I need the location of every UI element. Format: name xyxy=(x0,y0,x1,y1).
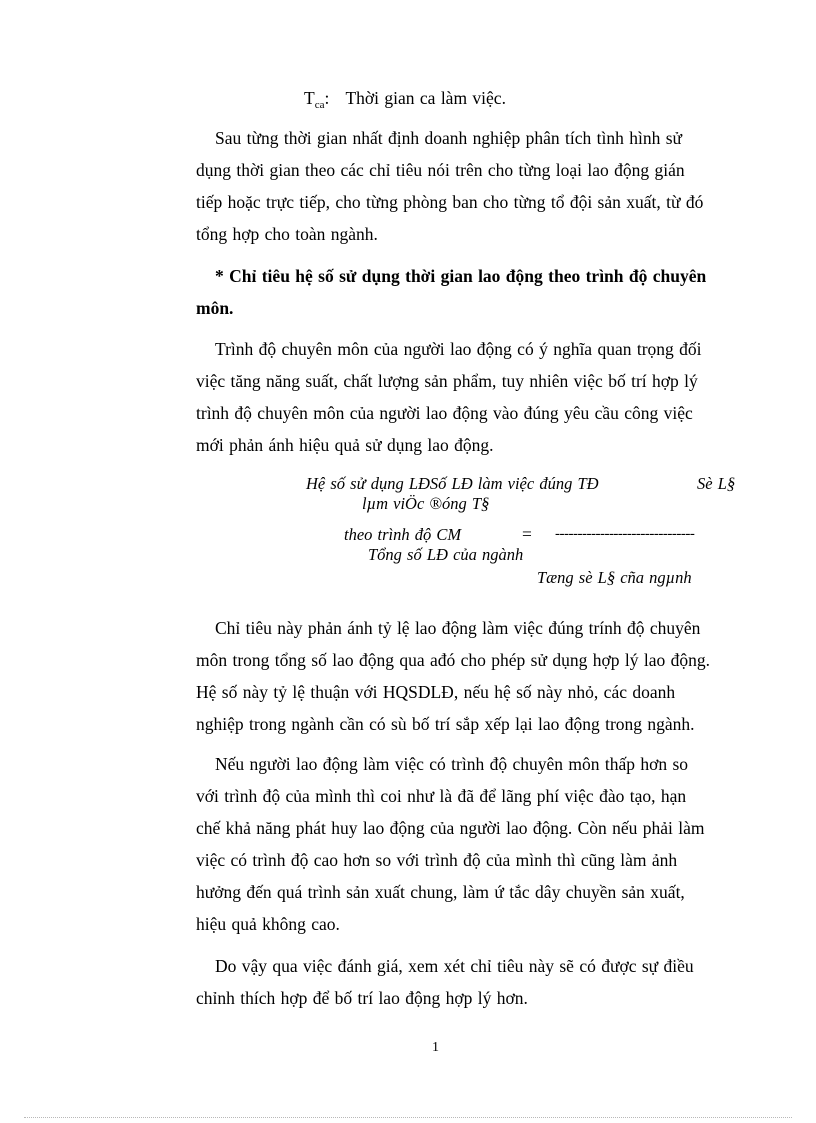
paragraph-line: dụng thời gian theo các chỉ tiêu nói trên cho từng loại lao động gián xyxy=(196,160,685,180)
formula-line-2: lµm viÖc ®óng T§ xyxy=(362,494,490,513)
paragraph-line: tiếp hoặc trực tiếp, cho từng phòng ban cho từng tổ đội sản xuất, từ đó xyxy=(196,192,704,212)
paragraph-line: nghiệp trong ngành cần có sù bố trí sắp xếp lại lao động trong ngành. xyxy=(196,714,695,734)
page-bottom-rule xyxy=(24,1117,792,1118)
paragraph-line: Trình độ chuyên môn của người lao động có ý nghĩa quan trọng đối xyxy=(215,339,702,359)
paragraph-line: trình độ chuyên môn của người lao động vào đúng yêu cầu công việc xyxy=(196,403,693,423)
paragraph-line: hiệu quả không cao. xyxy=(196,914,340,934)
paragraph-line: việc tăng năng suất, chất lượng sản phẩm, tuy nhiên việc bố trí hợp lý xyxy=(196,371,698,391)
section-heading: * Chỉ tiêu hệ số sử dụng thời gian lao động theo trình độ chuyên xyxy=(215,266,707,286)
paragraph-line: môn trong tổng số lao động qua ađó cho phép sử dụng hợp lý lao động. xyxy=(196,650,710,670)
symbol-suffix: : xyxy=(324,88,330,108)
paragraph-line: Sau từng thời gian nhất định doanh nghiệp phân tích tình hình sử xyxy=(215,128,682,148)
formula-line-4: Tổng số LĐ của ngành xyxy=(368,545,524,564)
paragraph-line: Chỉ tiêu này phản ánh tỷ lệ lao động làm việc đúng trính độ chuyên xyxy=(215,618,701,638)
formula-equals: = xyxy=(522,524,532,544)
paragraph-line: Do vậy qua việc đánh giá, xem xét chỉ tiêu này sẽ có được sự điều xyxy=(215,956,694,976)
section-heading: môn. xyxy=(196,298,234,318)
symbol-subscript: ca xyxy=(314,99,325,111)
formula-divider: ------------------------------- xyxy=(555,526,695,542)
paragraph-line: tổng hợp cho toàn ngành. xyxy=(196,224,378,244)
paragraph-line: chế khả năng phát huy lao động của người lao động. Còn nếu phải làm xyxy=(196,818,705,838)
heading-text: Thời gian ca làm việc. xyxy=(345,88,506,108)
page-number: 1 xyxy=(432,1040,439,1055)
paragraph-line: việc có trình độ cao hơn so với trình độ của mình thì cũng làm ảnh xyxy=(196,850,678,870)
formula-line-5: Tæng sè L§ cña ngµnh xyxy=(537,568,692,587)
paragraph-line: hưởng đến quá trình sản xuất chung, làm ứ tắc dây chuyền sản xuất, xyxy=(196,882,685,902)
paragraph-line: với trình độ của mình thì coi như là đã để lãng phí việc đào tạo, hạn xyxy=(196,786,687,806)
formula-line-1-right: Sè L§ xyxy=(697,474,736,493)
paragraph-line: Hệ số này tỷ lệ thuận với HQSDLĐ, nếu hệ số này nhỏ, các doanh xyxy=(196,682,676,702)
symbol-main: T xyxy=(304,88,315,108)
formula-line-3: theo trình độ CM xyxy=(344,525,462,544)
paragraph-line: mới phản ánh hiệu quả sử dụng lao động. xyxy=(196,435,494,455)
paragraph-line: Nếu người lao động làm việc có trình độ chuyên môn thấp hơn so xyxy=(215,754,689,774)
paragraph-line: chỉnh thích hợp để bố trí lao động hợp lý hơn. xyxy=(196,988,528,1008)
formula-line-1: Hệ số sử dụng LĐSố LĐ làm việc đúng TĐ xyxy=(306,474,599,493)
heading-line xyxy=(304,86,816,117)
